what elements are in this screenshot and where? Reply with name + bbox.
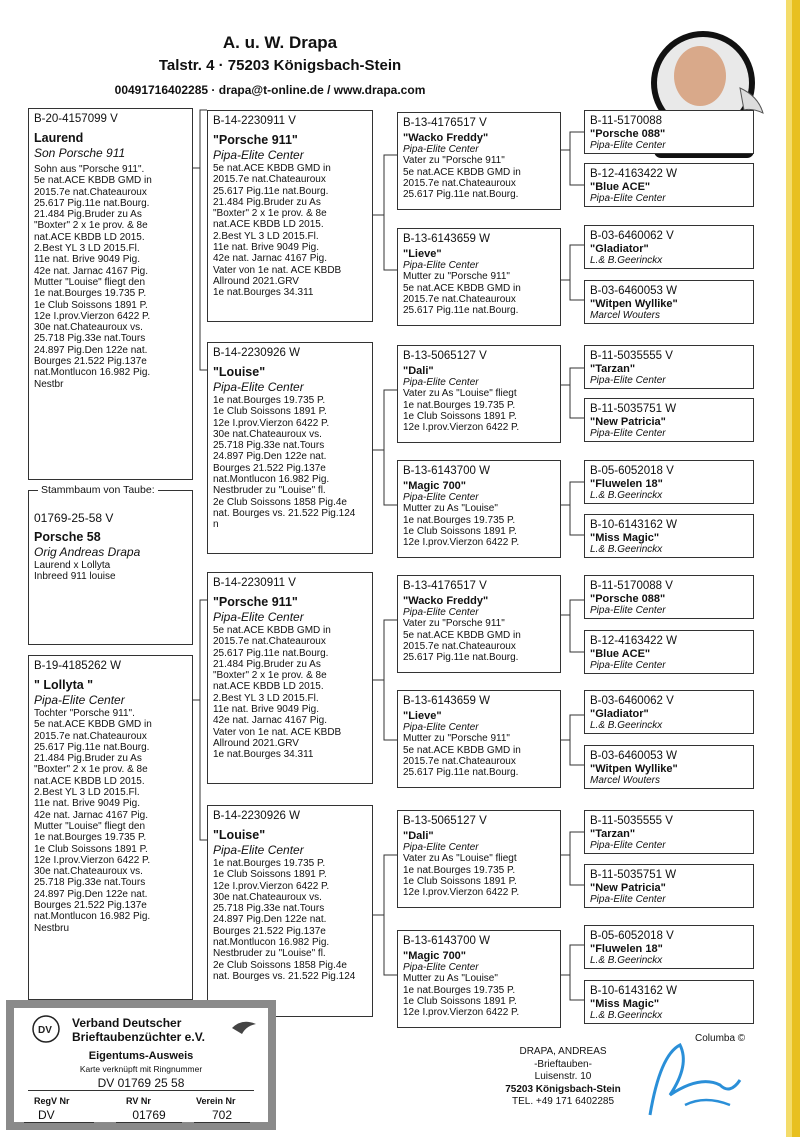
ancestor-ring: B-10-6143162 W — [590, 519, 677, 531]
subject-ring: 01769-25-58 V — [34, 511, 114, 525]
ggp-origin: Pipa-Elite Center — [403, 377, 479, 388]
ancestor-card — [584, 345, 754, 389]
breeder-title: A. u. W. Drapa — [222, 33, 338, 52]
svg-text:DV: DV — [38, 1025, 52, 1036]
subject-name: Porsche 58 — [34, 530, 101, 544]
ggp-name: "Wacko Freddy" — [403, 132, 489, 144]
ancestor-name: "Witpen Wyllike" — [590, 298, 678, 310]
ancestor-origin: Pipa-Elite Center — [590, 193, 666, 204]
ggp-text: Vater zu As "Louise" fliegt 1e nat.Bourges 19.735 P. 1e Club Soissons 1891 P. 12e I.prov.Vierzon 6422 P. — [403, 388, 520, 434]
ancestor-name: "Fluwelen 18" — [590, 478, 663, 490]
ancestor-card — [584, 864, 754, 908]
great-grandparent-card — [397, 228, 561, 326]
grandparent-ring: B-14-2230926 W — [213, 347, 300, 359]
ancestor-name: "Gladiator" — [590, 243, 649, 255]
grandparent-ring: B-14-2230911 V — [213, 115, 296, 127]
ancestor-name: "Blue ACE" — [590, 648, 651, 660]
ancestor-card — [584, 690, 754, 734]
ggp-ring: B-13-5065127 V — [403, 350, 487, 362]
ownership-card — [6, 1000, 276, 1130]
sire-card — [28, 108, 193, 480]
ancestor-card — [584, 163, 754, 207]
footer-line-3: Luisenstr. 10 — [534, 1071, 592, 1082]
ggp-name: "Dali" — [403, 365, 434, 377]
ancestor-card — [584, 280, 754, 324]
grandparent-name: "Porsche 911" — [213, 133, 298, 147]
ancestor-origin: L.& B.Geerinckx — [590, 955, 663, 966]
grandparent-card — [207, 110, 373, 322]
ggp-name: "Dali" — [403, 830, 434, 842]
ancestor-ring: B-03-6460053 W — [590, 750, 677, 762]
ancestor-ring: B-11-5035751 W — [590, 403, 677, 415]
ancestor-card — [584, 460, 754, 504]
ancestor-card — [584, 575, 754, 619]
credit: Columba © — [695, 1033, 746, 1044]
ancestor-origin: L.& B.Geerinckx — [590, 720, 663, 731]
dove-icon — [230, 1016, 258, 1036]
ggp-ring: B-13-6143659 W — [403, 695, 490, 707]
great-grandparent-card — [397, 810, 561, 908]
dam-origin: Pipa-Elite Center — [34, 693, 125, 707]
grandparent-ring: B-14-2230911 V — [213, 577, 296, 589]
association-name-2: Brieftaubenzüchter e.V. — [72, 1030, 205, 1044]
ancestor-ring: B-11-5170088 V — [590, 580, 673, 592]
ancestor-origin: L.& B.Geerinckx — [590, 490, 663, 501]
footer-line-4: 75203 Königsbach-Stein — [505, 1083, 621, 1095]
ancestor-card — [584, 980, 754, 1024]
ggp-name: "Wacko Freddy" — [403, 595, 489, 607]
ancestor-origin: Pipa-Elite Center — [590, 375, 666, 386]
grandparent-origin: Pipa-Elite Center — [213, 843, 304, 857]
great-grandparent-card — [397, 345, 561, 443]
grandparent-card — [207, 572, 373, 784]
ancestor-name: "Fluwelen 18" — [590, 943, 663, 955]
ggp-text: Mutter zu As "Louise" 1e nat.Bourges 19.735 P. 1e Club Soissons 1891 P. 12e I.prov.Vierzon 6422 P. — [403, 973, 520, 1019]
ggp-ring: B-13-5065127 V — [403, 815, 487, 827]
ggp-ring: B-13-4176517 V — [403, 580, 487, 592]
grandparent-text: 5e nat.ACE KBDB GMD in 2015.7e nat.Chateauroux 25.617 Pig.11e nat.Bourg. 21.484 Pig.Bruder zu As "Boxter" 2 x 1e prov. & 8e nat.ACE KBDB LD 2015. 2.Best YL 3 LD 2015.Fl. 11e nat. Brive 9049 Pig. 42e nat. Jarnac 4167 Pig. Vater von 1e nat. ACE KBDB Allround 2021.GRV 1e nat.Bourges 34.311 — [213, 625, 342, 761]
card-ring-value: DV 01769 25 58 — [28, 1076, 254, 1091]
great-grandparent-card — [397, 690, 561, 788]
subject-legend: Stammbaum von Taube: — [38, 484, 158, 496]
footer-line-2: -Brieftauben- — [534, 1058, 592, 1070]
grandparent-origin: Pipa-Elite Center — [213, 610, 304, 624]
grandparent-text: 1e nat.Bourges 19.735 P. 1e Club Soissons 1891 P. 12e I.prov.Vierzon 6422 P. 30e nat.Chateauroux vs. 25.718 Pig.33e nat.Tours 24.897 Pig.Den 122e nat. Bourges 21.522 Pig.137e nat.Montlucon 16.982 Pig. Nestbruder zu "Louise" fl. 2e Club Soissons 1858 Pig.4e nat. Bourges vs. 21.522 Pig.124 — [213, 858, 356, 982]
ancestor-card — [584, 745, 754, 789]
col3-label: Verein Nr — [196, 1096, 236, 1106]
ggp-name: "Lieve" — [403, 710, 442, 722]
great-grandparent-card — [397, 112, 561, 210]
ancestor-name: "Gladiator" — [590, 708, 649, 720]
ancestor-card — [584, 630, 754, 674]
ancestor-ring: B-12-4163422 W — [590, 168, 677, 180]
breeder-contact: 00491716402285 · drapa@t-online.de / www.drapa.com — [114, 83, 426, 97]
subject-origin: Orig Andreas Drapa — [34, 545, 141, 559]
ancestor-ring: B-10-6143162 W — [590, 985, 677, 997]
col1-label: RegV Nr — [34, 1096, 70, 1106]
ggp-name: "Lieve" — [403, 248, 442, 260]
ggp-ring: B-13-6143659 W — [403, 233, 490, 245]
subject-text: Laurend x Lollyta Inbreed 911 louise — [34, 560, 116, 583]
col2-value: 01769 — [116, 1108, 182, 1123]
ancestor-card — [584, 514, 754, 558]
dam-name: " Lollyta " — [34, 678, 94, 692]
ancestor-name: "Miss Magic" — [590, 532, 660, 544]
ancestor-origin: Pipa-Elite Center — [590, 605, 666, 616]
ancestor-name: "Miss Magic" — [590, 998, 660, 1010]
ggp-text: Vater zu "Porsche 911" 5e nat.ACE KBDB GMD in 2015.7e nat.Chateauroux 25.617 Pig.11e nat.Bourg. — [403, 618, 521, 664]
ggp-origin: Pipa-Elite Center — [403, 607, 479, 618]
ggp-text: Vater zu "Porsche 911" 5e nat.ACE KBDB GMD in 2015.7e nat.Chateauroux 25.617 Pig.11e nat.Bourg. — [403, 155, 521, 201]
ancestor-name: "Tarzan" — [590, 828, 636, 840]
ancestor-name: "Blue ACE" — [590, 181, 651, 193]
col3-value: 702 — [194, 1108, 250, 1123]
sire-ring: B-20-4157099 V — [34, 113, 118, 125]
ggp-text: Mutter zu "Porsche 911" 5e nat.ACE KBDB GMD in 2015.7e nat.Chateauroux 25.617 Pig.11e nat.Bourg. — [403, 271, 521, 317]
grandparent-name: "Porsche 911" — [213, 595, 298, 609]
ancestor-origin: Marcel Wouters — [590, 310, 661, 321]
ggp-origin: Pipa-Elite Center — [403, 722, 479, 733]
ancestor-origin: Pipa-Elite Center — [590, 894, 666, 905]
ancestor-name: "New Patricia" — [590, 416, 666, 428]
ancestor-ring: B-11-5170088 — [590, 115, 663, 127]
great-grandparent-card — [397, 575, 561, 673]
ggp-ring: B-13-6143700 W — [403, 465, 490, 477]
card-subtitle: Karte verknüpft mit Ringnummer — [79, 1064, 203, 1074]
ggp-name: "Magic 700" — [403, 950, 467, 962]
great-grandparent-card — [397, 930, 561, 1028]
grandparent-name: "Louise" — [213, 828, 266, 842]
ggp-ring: B-13-4176517 V — [403, 117, 487, 129]
ancestor-name: "Tarzan" — [590, 363, 636, 375]
dam-card — [28, 655, 193, 1000]
ancestor-origin: Pipa-Elite Center — [590, 660, 666, 671]
ggp-name: "Magic 700" — [403, 480, 467, 492]
ancestor-ring: B-12-4163422 W — [590, 635, 677, 647]
association-name-1: Verband Deutscher — [72, 1016, 182, 1030]
grandparent-card — [207, 805, 373, 1017]
ggp-origin: Pipa-Elite Center — [403, 492, 479, 503]
ancestor-ring: B-03-6460062 V — [590, 695, 674, 707]
ancestor-card — [584, 225, 754, 269]
ancestor-origin: L.& B.Geerinckx — [590, 255, 663, 266]
grandparent-origin: Pipa-Elite Center — [213, 148, 304, 162]
subject-card — [28, 490, 193, 645]
ancestor-ring: B-05-6052018 V — [590, 465, 674, 477]
ggp-origin: Pipa-Elite Center — [403, 962, 479, 973]
ancestor-origin: L.& B.Geerinckx — [590, 1010, 663, 1021]
association-logo-icon — [28, 1014, 64, 1044]
ancestor-ring: B-03-6460053 W — [590, 285, 677, 297]
ggp-origin: Pipa-Elite Center — [403, 260, 479, 271]
grandparent-ring: B-14-2230926 W — [213, 810, 300, 822]
ggp-text: Mutter zu As "Louise" 1e nat.Bourges 19.735 P. 1e Club Soissons 1891 P. 12e I.prov.Vierzon 6422 P. — [403, 503, 520, 549]
grandparent-text: 5e nat.ACE KBDB GMD in 2015.7e nat.Chateauroux 25.617 Pig.11e nat.Bourg. 21.484 Pig.Bruder zu As "Boxter" 2 x 1e prov. & 8e nat.ACE KBDB LD 2015. 2.Best YL 3 LD 2015.Fl. 11e nat. Brive 9049 Pig. 42e nat. Jarnac 4167 Pig. Vater von 1e nat. ACE KBDB Allround 2021.GRV 1e nat.Bourges 34.311 — [213, 163, 342, 299]
ancestor-origin: Pipa-Elite Center — [590, 140, 666, 151]
ancestor-card — [584, 925, 754, 969]
ancestor-origin: Pipa-Elite Center — [590, 840, 666, 851]
dam-text: Tochter "Porsche 911". 5e nat.ACE KBDB GMD in 2015.7e nat.Chateauroux 25.617 Pig.11e nat.Bourg. 21.484 Pig.Bruder zu As "Boxter" 2 x 1e prov. & 8e nat.ACE KBDB LD 2015. 2.Best YL 3 LD 2015.Fl. 11e nat. Brive 9049 Pig. 42e nat. Jarnac 4167 Pig. Mutter "Louise" fliegt den 1e nat.Bourges 19.735 P. 1e Club Soissons 1891 P. 12e I.prov.Vierzon 6422 P. 30e nat.Chateauroux vs. 25.718 Pig.33e nat.Tours 24.897 Pig.Den 122e nat. Bourges 21.522 Pig.137e nat.Montlucon 16.982 Pig. Nestbru — [34, 708, 152, 934]
ancestor-card — [584, 398, 754, 442]
footer-address — [498, 1046, 628, 1109]
col2-label: RV Nr — [126, 1096, 151, 1106]
grandparent-text: 1e nat.Bourges 19.735 P. 1e Club Soissons 1891 P. 12e I.prov.Vierzon 6422 P. 30e nat.Chateauroux vs. 25.718 Pig.33e nat.Tours 24.897 Pig.Den 122e nat. Bourges 21.522 Pig.137e nat.Montlucon 16.982 Pig. Nestbruder zu "Louise" fl. 2e Club Soissons 1858 Pig.4e nat. Bourges vs. 21.522 Pig.124 n — [213, 395, 356, 531]
breeder-address: Talstr. 4 · 75203 Königsbach-Stein — [158, 57, 402, 74]
grandparent-name: "Louise" — [213, 365, 266, 379]
card-title: Eigentums-Ausweis — [88, 1050, 194, 1062]
great-grandparent-card — [397, 460, 561, 558]
ancestor-origin: Pipa-Elite Center — [590, 428, 666, 439]
grandparent-origin: Pipa-Elite Center — [213, 380, 304, 394]
ggp-ring: B-13-6143700 W — [403, 935, 490, 947]
ggp-text: Mutter zu "Porsche 911" 5e nat.ACE KBDB GMD in 2015.7e nat.Chateauroux 25.617 Pig.11e nat.Bourg. — [403, 733, 521, 779]
ancestor-ring: B-11-5035555 V — [590, 350, 673, 362]
footer-line-5: TEL. +49 171 6402285 — [511, 1096, 615, 1107]
ancestor-card — [584, 110, 754, 154]
ancestor-name: "Porsche 088" — [590, 593, 666, 605]
ggp-text: Vater zu As "Louise" fliegt 1e nat.Bourges 19.735 P. 1e Club Soissons 1891 P. 12e I.prov.Vierzon 6422 P. — [403, 853, 520, 899]
ancestor-name: "Witpen Wyllike" — [590, 763, 678, 775]
ancestor-ring: B-05-6052018 V — [590, 930, 674, 942]
ancestor-origin: Marcel Wouters — [590, 775, 661, 786]
sire-origin: Son Porsche 911 — [34, 146, 126, 160]
grandparent-card — [207, 342, 373, 554]
ancestor-ring: B-03-6460062 V — [590, 230, 674, 242]
col1-value: DV — [24, 1108, 94, 1123]
sire-name: Laurend — [34, 131, 84, 145]
sire-text: Sohn aus "Porsche 911". 5e nat.ACE KBDB GMD in 2015.7e nat.Chateauroux 25.617 Pig.11e nat.Bourg. 21.484 Pig.Bruder zu As "Boxter" 2 x 1e prov. & 8e nat.ACE KBDB LD 2015. 2.Best YL 3 LD 2015.Fl. 11e nat. Brive 9049 Pig. 42e nat. Jarnac 4167 Pig. Mutter "Louise" fliegt den 1e nat.Bourges 19.735 P. 1e Club Soissons 1891 P. 12e I.prov.Vierzon 6422 P. 30e nat.Chateauroux vs. 25.718 Pig.33e nat.Tours 24.897 Pig.Den 122e nat. Bourges 21.522 Pig.137e nat.Montlucon 16.982 Pig. Nestbr — [34, 164, 152, 390]
ancestor-origin: L.& B.Geerinckx — [590, 544, 663, 555]
ancestor-name: "Porsche 088" — [590, 128, 666, 140]
footer-line-1: DRAPA, ANDREAS — [519, 1046, 607, 1057]
ancestor-ring: B-11-5035751 W — [590, 869, 677, 881]
ancestor-ring: B-11-5035555 V — [590, 815, 673, 827]
dam-ring: B-19-4185262 W — [34, 660, 121, 672]
ancestor-name: "New Patricia" — [590, 882, 666, 894]
ancestor-card — [584, 810, 754, 854]
ggp-origin: Pipa-Elite Center — [403, 144, 479, 155]
ggp-origin: Pipa-Elite Center — [403, 842, 479, 853]
signature-icon — [630, 1035, 750, 1125]
